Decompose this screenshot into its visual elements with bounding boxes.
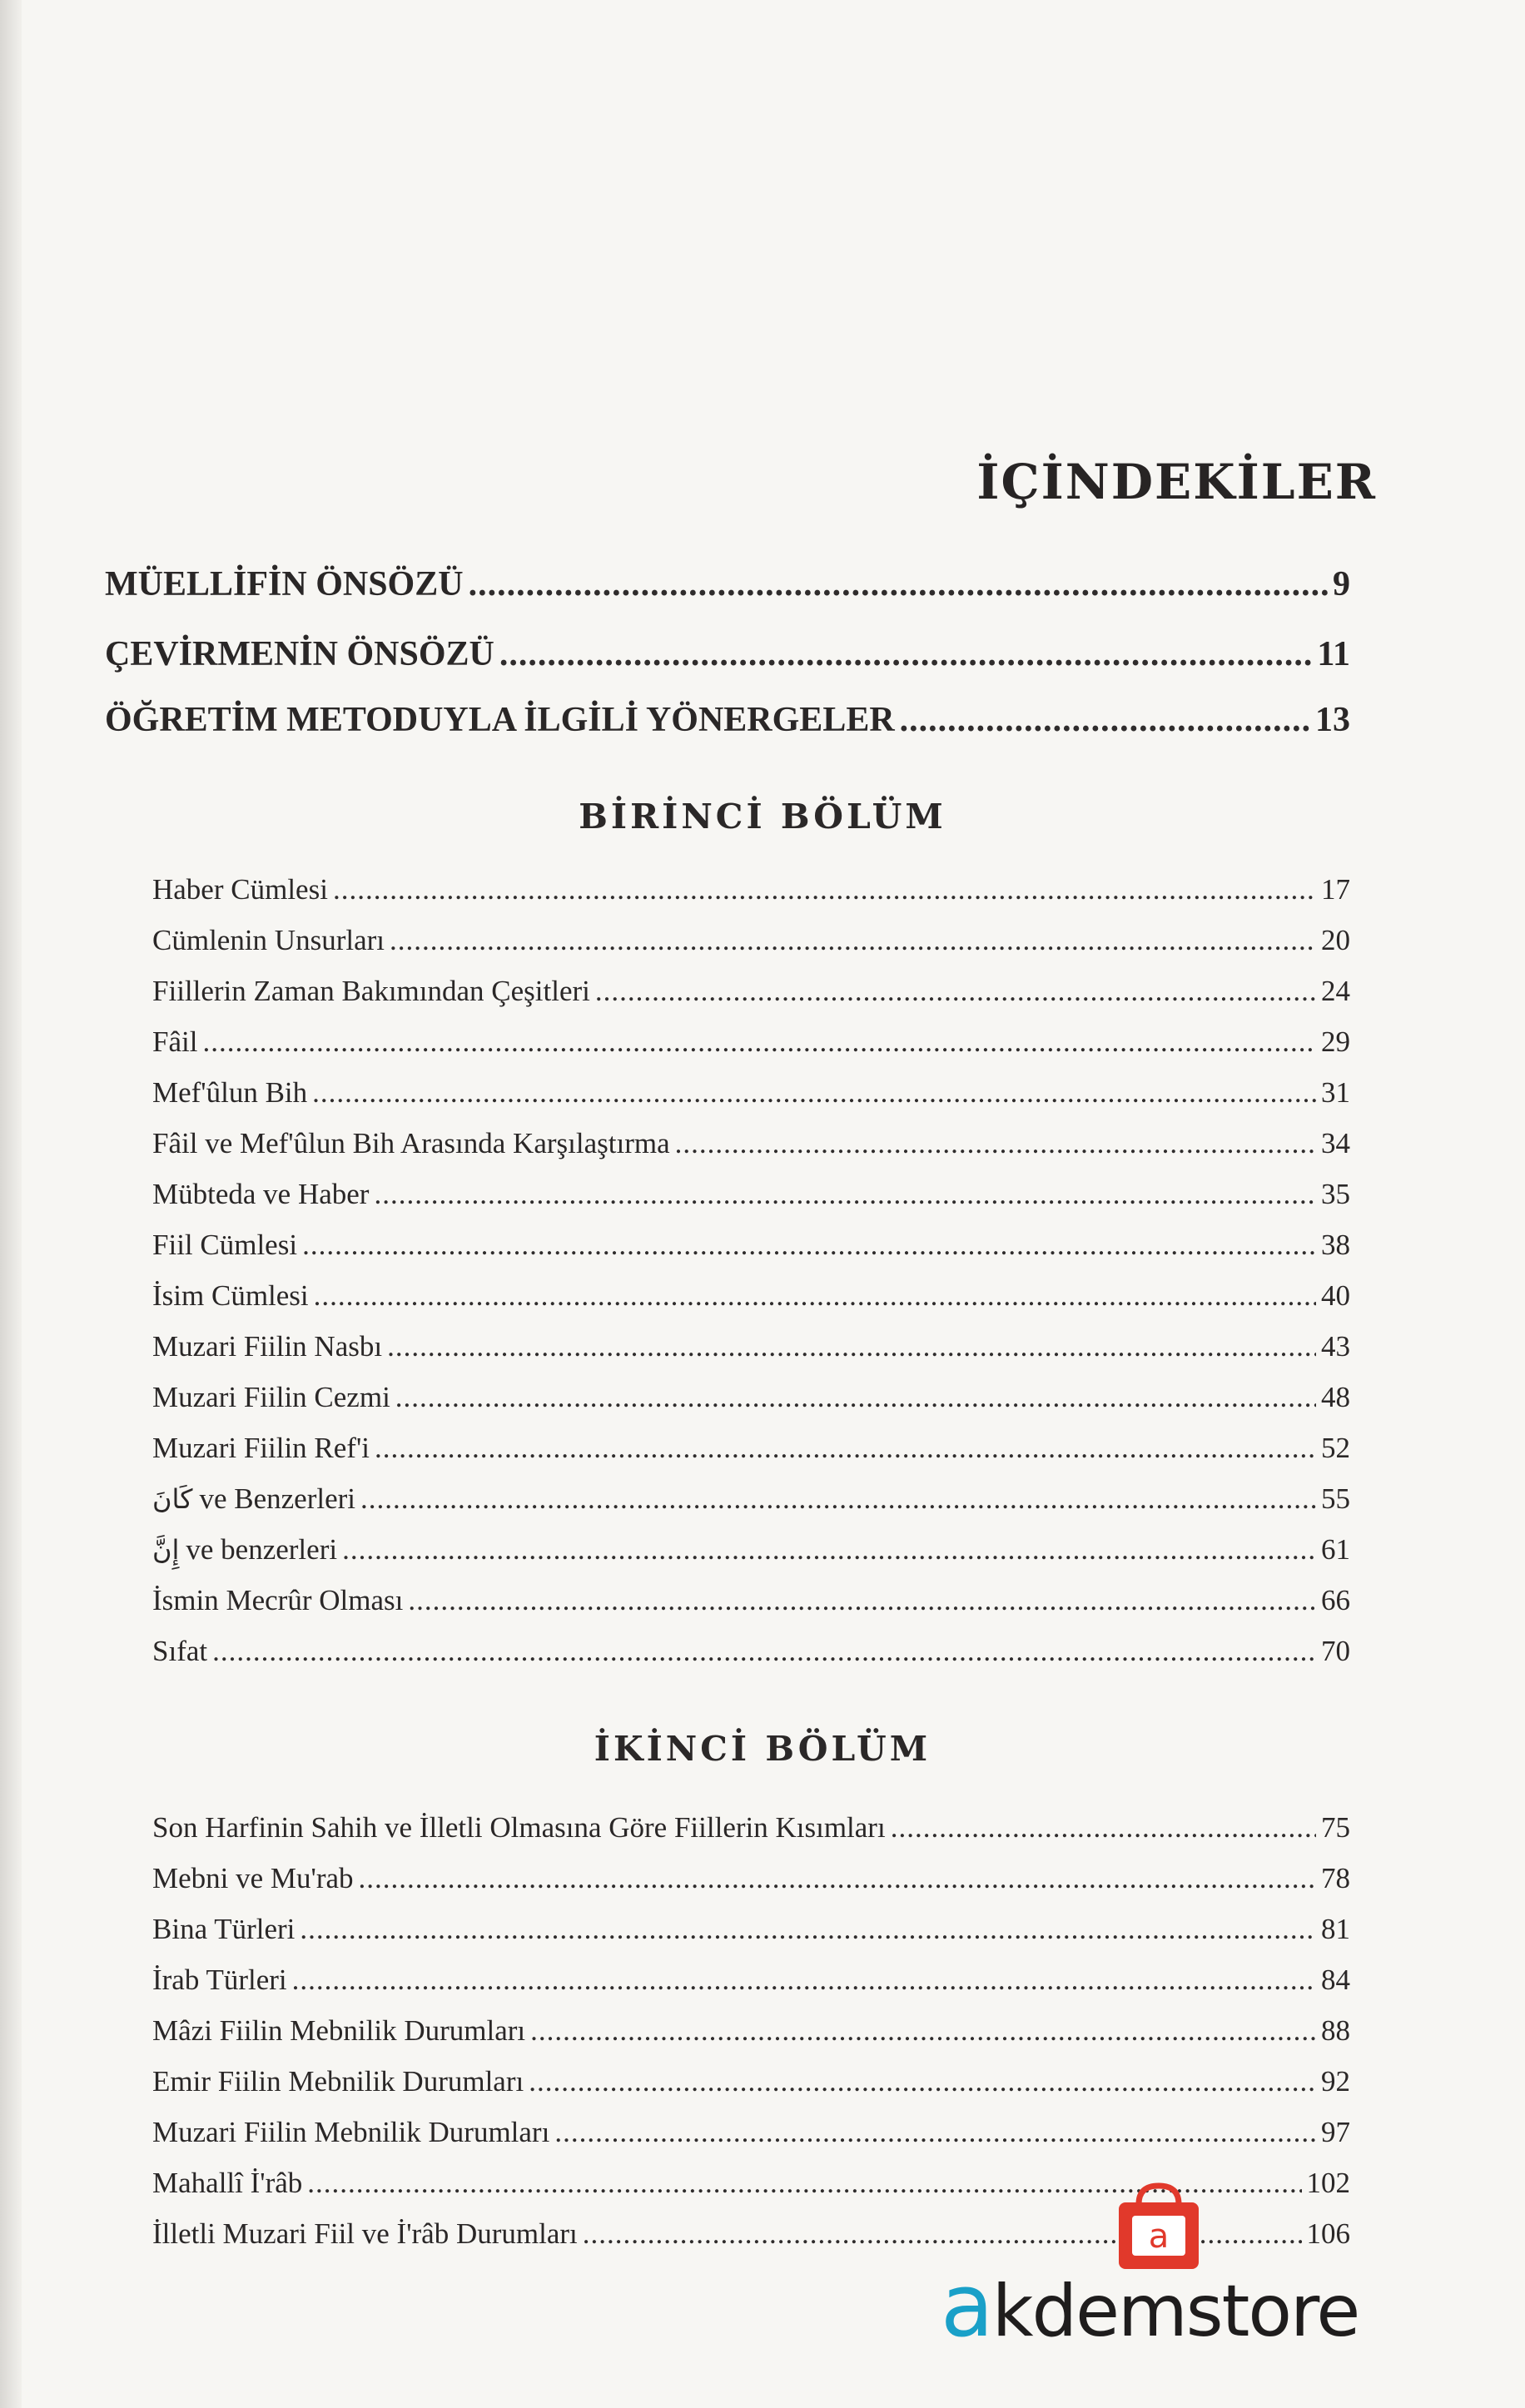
dot-leader bbox=[292, 1964, 1316, 1997]
dot-leader bbox=[469, 564, 1328, 604]
toc-entry-page: 17 bbox=[1321, 873, 1350, 906]
section-heading-part2: İKİNCİ BÖLÜM bbox=[594, 1729, 931, 1769]
toc-entry-label: Mübteda ve Haber bbox=[152, 1178, 370, 1210]
toc-entry-label: Haber Cümlesi bbox=[152, 873, 328, 906]
toc-entry-page: 81 bbox=[1321, 1913, 1350, 1945]
toc-entry-page: 102 bbox=[1306, 2167, 1350, 2199]
dot-leader bbox=[595, 975, 1316, 1008]
dot-leader bbox=[333, 873, 1316, 906]
toc-entry-label: Mahallî İ'râb bbox=[152, 2167, 303, 2199]
toc-entry-label: Muzari Fiilin Ref'i bbox=[152, 1432, 370, 1464]
toc-entry bbox=[152, 1127, 1350, 1160]
dot-leader bbox=[302, 1229, 1316, 1262]
store-watermark-logo bbox=[941, 2181, 1373, 2356]
toc-entry-page: 84 bbox=[1321, 1964, 1350, 1996]
svg-text:a: a bbox=[1148, 2217, 1170, 2256]
dot-leader bbox=[300, 1913, 1316, 1946]
toc-entry-label: İsim Cümlesi bbox=[152, 1279, 309, 1312]
dot-leader bbox=[375, 1432, 1316, 1465]
toc-entry-label: Fâil bbox=[152, 1025, 198, 1058]
toc-entry bbox=[152, 1533, 1350, 1566]
toc-main-entry bbox=[105, 634, 1350, 674]
toc-entry-page: 11 bbox=[1317, 635, 1350, 673]
dot-leader bbox=[202, 1025, 1316, 1059]
dot-leader bbox=[675, 1127, 1316, 1160]
toc-entry-page: 20 bbox=[1321, 924, 1350, 956]
dot-leader bbox=[342, 1533, 1316, 1566]
toc-entry bbox=[152, 1279, 1350, 1313]
toc-entry-page: 78 bbox=[1321, 1862, 1350, 1894]
toc-entry-page: 66 bbox=[1321, 1584, 1350, 1616]
toc-entry bbox=[152, 1381, 1350, 1414]
toc-entry bbox=[152, 1584, 1350, 1617]
toc-entry-page: 43 bbox=[1321, 1330, 1350, 1363]
toc-entry-page: 70 bbox=[1321, 1635, 1350, 1667]
dot-leader bbox=[387, 1330, 1316, 1363]
dot-leader bbox=[530, 2014, 1316, 2048]
toc-entry-label: Mebni ve Mu'rab bbox=[152, 1862, 354, 1894]
toc-entry-label: Cümlenin Unsurları bbox=[152, 924, 385, 956]
toc-entry bbox=[152, 2014, 1350, 2048]
dot-leader bbox=[374, 1178, 1316, 1211]
dot-leader bbox=[891, 1811, 1316, 1844]
arabic-term: إِنَّ bbox=[152, 1534, 180, 1566]
toc-entry-page: 24 bbox=[1321, 975, 1350, 1007]
toc-entry bbox=[152, 1178, 1350, 1211]
toc-entry-label: Son Harfinin Sahih ve İlletli Olmasına Göre Fiillerin Kısımları bbox=[152, 1811, 886, 1844]
dot-leader bbox=[314, 1279, 1316, 1313]
toc-entry-label: Muzari Fiilin Nasbı bbox=[152, 1330, 383, 1363]
dot-leader bbox=[499, 634, 1312, 674]
page-title: İÇİNDEKİLER bbox=[976, 454, 1377, 510]
toc-entry-label: İsmin Mecrûr Olması bbox=[152, 1584, 404, 1616]
toc-entry-page: 88 bbox=[1321, 2014, 1350, 2047]
dot-leader bbox=[212, 1635, 1316, 1668]
toc-entry-label: Fiil Cümlesi bbox=[152, 1229, 298, 1261]
toc-entry bbox=[152, 1635, 1350, 1668]
dot-leader bbox=[360, 1482, 1316, 1516]
toc-entry-page: 9 bbox=[1333, 565, 1350, 603]
toc-entry-page: 55 bbox=[1321, 1482, 1350, 1515]
dot-leader bbox=[395, 1381, 1316, 1414]
toc-entry bbox=[152, 1025, 1350, 1059]
toc-entry bbox=[152, 1913, 1350, 1946]
toc-entry bbox=[152, 873, 1350, 906]
shopping-bag-icon bbox=[1114, 2181, 1204, 2272]
toc-main-entry bbox=[105, 564, 1350, 604]
brand-name-text: akdemstore bbox=[941, 2255, 1359, 2356]
toc-entry-page: 97 bbox=[1321, 2116, 1350, 2148]
toc-entry-page: 48 bbox=[1321, 1381, 1350, 1413]
toc-entry-page: 35 bbox=[1321, 1178, 1350, 1210]
toc-entry-page: 52 bbox=[1321, 1432, 1350, 1464]
toc-entry-label: Mef'ûlun Bih bbox=[152, 1076, 308, 1109]
dot-leader bbox=[359, 1862, 1316, 1895]
toc-entry-page: 106 bbox=[1306, 2217, 1350, 2250]
toc-entry-page: 34 bbox=[1321, 1127, 1350, 1159]
toc-entry bbox=[152, 1330, 1350, 1363]
toc-entry-page: 61 bbox=[1321, 1533, 1350, 1566]
toc-entry-label: Muzari Fiilin Cezmi bbox=[152, 1381, 390, 1413]
toc-entry bbox=[152, 1229, 1350, 1262]
toc-entry-label: ve Benzerleri bbox=[199, 1482, 356, 1515]
toc-entry-label: MÜELLİFİN ÖNSÖZÜ bbox=[105, 565, 464, 603]
toc-entry-label: Emir Fiilin Mebnilik Durumları bbox=[152, 2065, 524, 2098]
brand-name bbox=[941, 2255, 1373, 2356]
toc-entry-page: 40 bbox=[1321, 1279, 1350, 1312]
toc-entry-label: İlletli Muzari Fiil ve İ'râb Durumları bbox=[152, 2217, 578, 2250]
dot-leader bbox=[900, 700, 1310, 740]
toc-entry-label: ÇEVİRMENİN ÖNSÖZÜ bbox=[105, 635, 494, 673]
toc-entry-label: Muzari Fiilin Mebnilik Durumları bbox=[152, 2116, 550, 2148]
arabic-term: كَانَ bbox=[152, 1483, 193, 1515]
toc-entry bbox=[152, 1482, 1350, 1516]
toc-entry bbox=[152, 2065, 1350, 2098]
toc-entry-label: Sıfat bbox=[152, 1635, 208, 1667]
dot-leader bbox=[312, 1076, 1316, 1110]
dot-leader bbox=[408, 1584, 1316, 1617]
toc-entry-label: ve benzerleri bbox=[186, 1533, 338, 1566]
toc-entry-label: Bina Türleri bbox=[152, 1913, 296, 1945]
toc-entry-page: 75 bbox=[1321, 1811, 1350, 1844]
toc-entry-label: ÖĞRETİM METODUYLA İLGİLİ YÖNERGELER bbox=[105, 701, 895, 739]
toc-entry bbox=[152, 2116, 1350, 2149]
toc-entry bbox=[152, 975, 1350, 1008]
toc-entry-page: 31 bbox=[1321, 1076, 1350, 1109]
toc-entry-page: 29 bbox=[1321, 1025, 1350, 1058]
dot-leader bbox=[390, 924, 1316, 957]
toc-main-entry bbox=[105, 700, 1350, 740]
toc-entry bbox=[152, 1964, 1350, 1997]
toc-entry-page: 38 bbox=[1321, 1229, 1350, 1261]
dot-leader bbox=[529, 2065, 1316, 2098]
toc-entry bbox=[152, 1076, 1350, 1110]
dot-leader bbox=[554, 2116, 1316, 2149]
toc-entry-label: İrab Türleri bbox=[152, 1964, 287, 1996]
toc-entry-label: Mâzi Fiilin Mebnilik Durumları bbox=[152, 2014, 526, 2047]
toc-entry bbox=[152, 1432, 1350, 1465]
toc-entry-page: 92 bbox=[1321, 2065, 1350, 2098]
toc-entry-label: Fiillerin Zaman Bakımından Çeşitleri bbox=[152, 975, 590, 1007]
toc-entry bbox=[152, 924, 1350, 957]
toc-entry bbox=[152, 1862, 1350, 1895]
toc-entry bbox=[152, 1811, 1350, 1844]
toc-entry-page: 13 bbox=[1315, 701, 1350, 739]
section-heading-part1: BİRİNCİ BÖLÜM bbox=[579, 797, 946, 837]
page-binding-edge bbox=[0, 0, 22, 2408]
toc-entry-label: Fâil ve Mef'ûlun Bih Arasında Karşılaştırma bbox=[152, 1127, 670, 1159]
